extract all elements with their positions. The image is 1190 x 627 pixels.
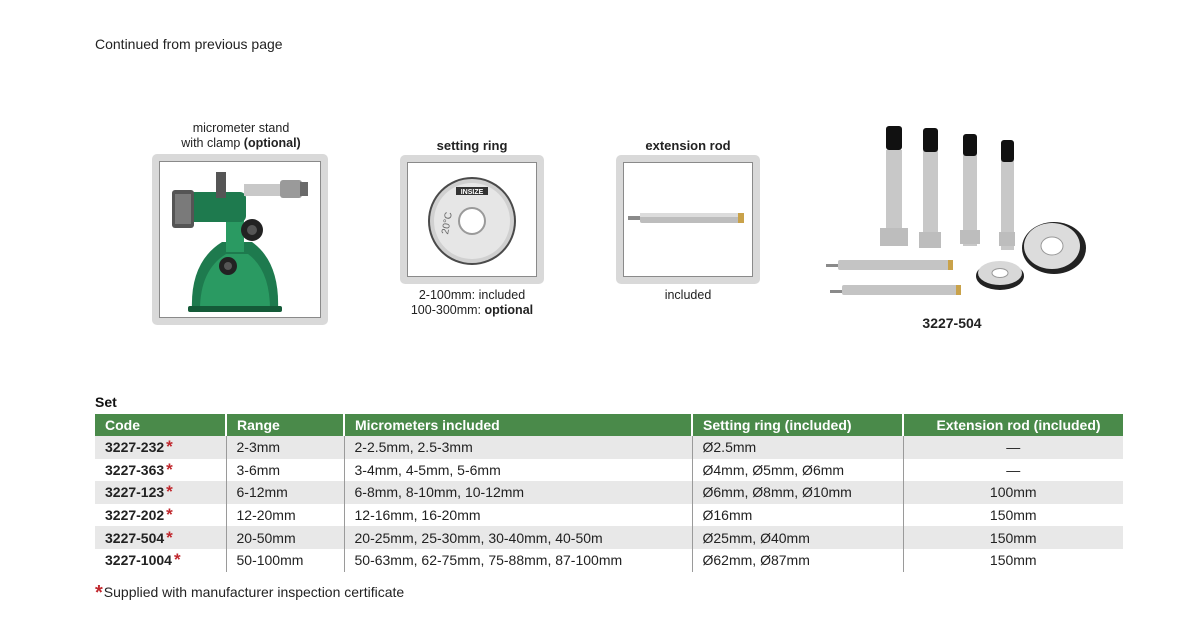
set-image-caption: 3227-504 [922,315,982,331]
certificate-star: * [166,482,173,502]
footnote-star: * [95,582,103,604]
stand-image-frame [152,154,328,325]
setting-ring-image [408,163,536,276]
code-cell: 3227-1004 * [95,549,226,572]
set-table [95,414,1123,572]
rod-cell: — [903,436,1123,459]
code-cell: 3227-504 * [95,526,226,549]
certificate-star: * [166,459,173,479]
set-3227-504-image [818,120,1093,310]
ring-image-frame [400,155,544,284]
code-cell: 3227-202 * [95,504,226,527]
continued-note: Continued from previous page [95,36,283,52]
range-cell: 12-20mm [226,504,344,527]
rod-cell: 150mm [989,552,1037,569]
range-cell: 50-100mm [226,549,344,572]
micrometers-cell: 20-25mm, 25-30mm, 30-40mm, 40-50m [344,526,692,549]
micrometers-cell: 6-8mm, 8-10mm, 10-12mm [344,481,692,504]
table-row [95,459,1123,482]
range-cell: 6-12mm [226,481,344,504]
column-header: Extension rod (included) [903,414,1123,436]
table-row [95,504,1123,527]
micrometers-cell: 12-16mm, 16-20mm [344,504,692,527]
ring-brand-engraving: INSIZE [460,189,484,196]
table-row [95,549,1123,572]
range-cell: 3-6mm [226,459,344,482]
certificate-star: * [166,527,173,547]
certificate-star: * [166,505,173,525]
certificate-star: * [173,550,181,570]
rod-cell: 150mm [989,507,1037,524]
code-cell: 3227-123 * [95,481,226,504]
micrometers-cell: 3-4mm, 4-5mm, 5-6mm [344,459,692,482]
micrometer-stand-image [160,162,320,317]
rod-title: extension rod [645,138,731,153]
micrometers-cell: 50-63mm, 62-75mm, 75-88mm, 87-100mm [344,549,692,572]
rod-cell: 150mm [903,526,1123,549]
ring-cell: Ø16mm [692,504,903,527]
rod-cell: 100mm [903,481,1123,504]
ring-cell: Ø6mm, Ø8mm, Ø10mm [692,481,903,504]
range-cell: 20-50mm [226,526,344,549]
ring-cell: Ø2.5mm [692,436,903,459]
ring-title: setting ring [436,138,508,153]
column-header: Micrometers included [344,414,692,436]
set-section-title: Set [95,394,117,410]
column-header: Setting ring (included) [692,414,903,436]
rod-cell: — [1006,461,1021,478]
ring-temp-engraving: 20°C [440,211,455,236]
ring-note: 2-100mm: included 100-300mm: optional [410,288,534,317]
table-header-row [95,414,1123,436]
range-cell: 2-3mm [226,436,344,459]
stand-caption: micrometer stand with clamp (optional) [181,121,301,150]
column-header: Range [226,414,344,436]
code-cell: 3227-232 * [95,436,226,459]
table-row [95,436,1123,459]
micrometers-cell: 2-2.5mm, 2.5-3mm [344,436,692,459]
table-row [95,526,1123,549]
column-header: Code [95,414,226,436]
ring-cell: Ø62mm, Ø87mm [692,549,903,572]
code-cell: 3227-363 * [95,459,226,482]
rod-image-frame [616,155,760,284]
extension-rod-image [624,163,752,276]
rod-note: included [664,288,712,302]
ring-cell: Ø4mm, Ø5mm, Ø6mm [692,459,903,482]
ring-cell: Ø25mm, Ø40mm [692,526,903,549]
footnote: *Supplied with manufacturer inspection certificate [95,582,405,604]
table-row [95,481,1123,504]
certificate-star: * [166,437,173,457]
